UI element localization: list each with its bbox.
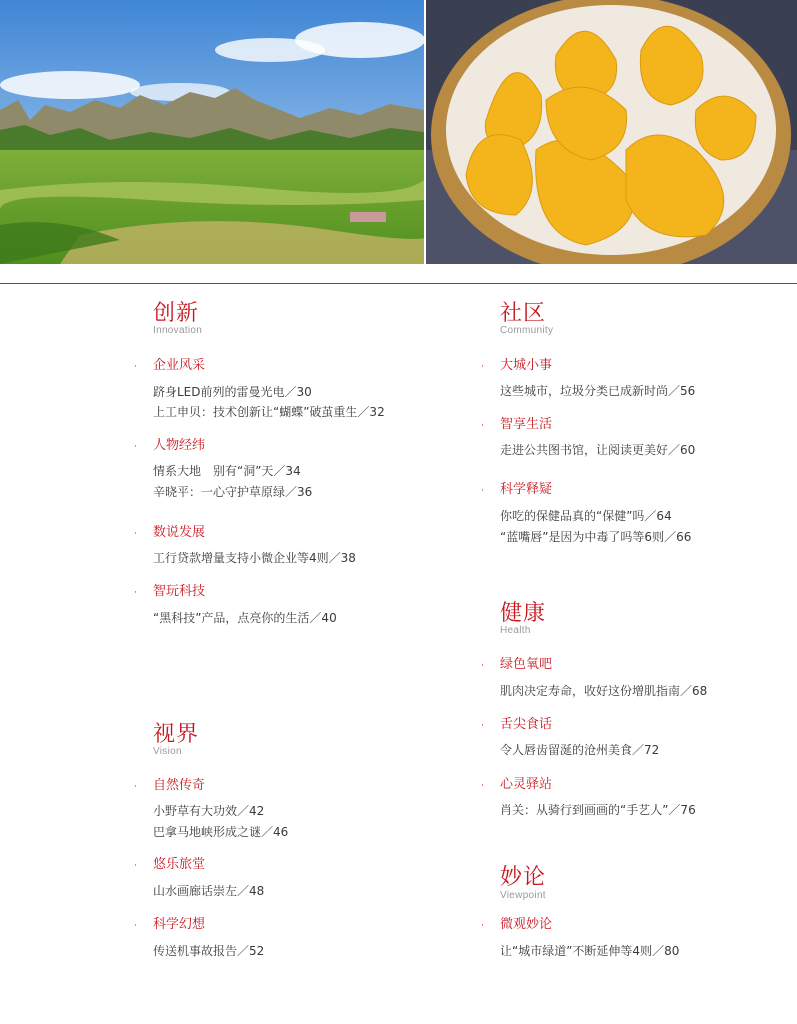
bullet-icon: · — [481, 921, 484, 931]
section-title-viewpoint: 妙论 — [500, 865, 547, 890]
section-title-health: 健康 — [500, 601, 547, 626]
category-label: 微观妙论 — [500, 917, 553, 932]
article-link[interactable]: “黑科技”产品，点亮你的生活／40 — [153, 611, 337, 625]
bullet-icon: · — [134, 588, 137, 598]
article-link[interactable]: 上工申贝：技术创新让“蝴蝶”破茧重生／32 — [153, 405, 385, 419]
bullet-icon: · — [481, 721, 484, 731]
header-photos — [0, 0, 797, 266]
article-link[interactable]: 走进公共图书馆，让阅读更美好／60 — [500, 443, 696, 457]
article-link[interactable]: 情系大地 别有“洞”天／34 — [153, 464, 301, 478]
article-link[interactable]: 工行贷款增量支持小微企业等4则／38 — [153, 551, 356, 565]
bullet-icon: · — [134, 921, 137, 931]
article-link[interactable]: 跻身LED前列的雷曼光电／30 — [153, 385, 312, 399]
article-link[interactable]: 小野草有大功效／42 — [153, 804, 265, 818]
category-label: 人物经纬 — [153, 438, 206, 453]
section-subtitle-health: Health — [500, 625, 531, 636]
article-link[interactable]: 你吃的保健品真的“保健”吗／64 — [500, 509, 672, 523]
section-subtitle-community: Community — [500, 325, 554, 336]
bullet-icon: · — [134, 362, 137, 372]
bullet-icon: · — [134, 782, 137, 792]
category-label: 智玩科技 — [153, 584, 206, 599]
article-link[interactable]: 巴拿马地峡形成之谜／46 — [153, 825, 289, 839]
article-link[interactable]: 山水画廊话崇左／48 — [153, 884, 265, 898]
article-link[interactable]: 令人唇齿留涎的沧州美食／72 — [500, 743, 660, 757]
article-link[interactable]: 让“城市绿道”不断延伸等4则／80 — [500, 944, 680, 958]
bullet-icon: · — [134, 861, 137, 871]
article-link[interactable]: 这些城市，垃圾分类已成新时尚／56 — [500, 384, 696, 398]
category-label: 科学幻想 — [153, 917, 206, 932]
section-title-community: 社区 — [500, 301, 547, 326]
category-label: 科学释疑 — [500, 482, 553, 497]
category-label: 企业风采 — [153, 358, 206, 373]
category-label: 心灵驿站 — [500, 777, 553, 792]
bullet-icon: · — [481, 661, 484, 671]
bullet-icon: · — [134, 529, 137, 539]
category-label: 智享生活 — [500, 417, 553, 432]
section-subtitle-viewpoint: Viewpoint — [500, 890, 546, 901]
article-link[interactable]: 肖关：从骑行到画画的“手艺人”／76 — [500, 803, 696, 817]
steamed-corn-buns-photo — [426, 0, 797, 264]
section-subtitle-innovation: Innovation — [153, 325, 203, 336]
category-label: 数说发展 — [153, 525, 206, 540]
category-label: 绿色氧吧 — [500, 657, 553, 672]
karst-landscape-photo — [0, 0, 424, 264]
bullet-icon: · — [481, 486, 484, 496]
section-subtitle-vision: Vision — [153, 746, 182, 757]
bullet-icon: · — [481, 362, 484, 372]
category-label: 自然传奇 — [153, 778, 206, 793]
bullet-icon: · — [481, 781, 484, 791]
bullet-icon: · — [481, 421, 484, 431]
article-link[interactable]: 辛晓平：一心守护草原绿／36 — [153, 485, 313, 499]
category-label: 悠乐旅堂 — [153, 857, 206, 872]
article-link[interactable]: “蓝嘴唇”是因为中毒了吗等6则／66 — [500, 530, 692, 544]
category-label: 舌尖食话 — [500, 717, 553, 732]
section-title-vision: 视界 — [153, 722, 200, 747]
section-title-innovation: 创新 — [153, 301, 200, 326]
article-link[interactable]: 传送机事故报告／52 — [153, 944, 265, 958]
divider-line — [0, 283, 797, 284]
bullet-icon: · — [134, 442, 137, 452]
category-label: 大城小事 — [500, 358, 553, 373]
article-link[interactable]: 肌肉决定寿命，收好这份增肌指南／68 — [500, 684, 708, 698]
